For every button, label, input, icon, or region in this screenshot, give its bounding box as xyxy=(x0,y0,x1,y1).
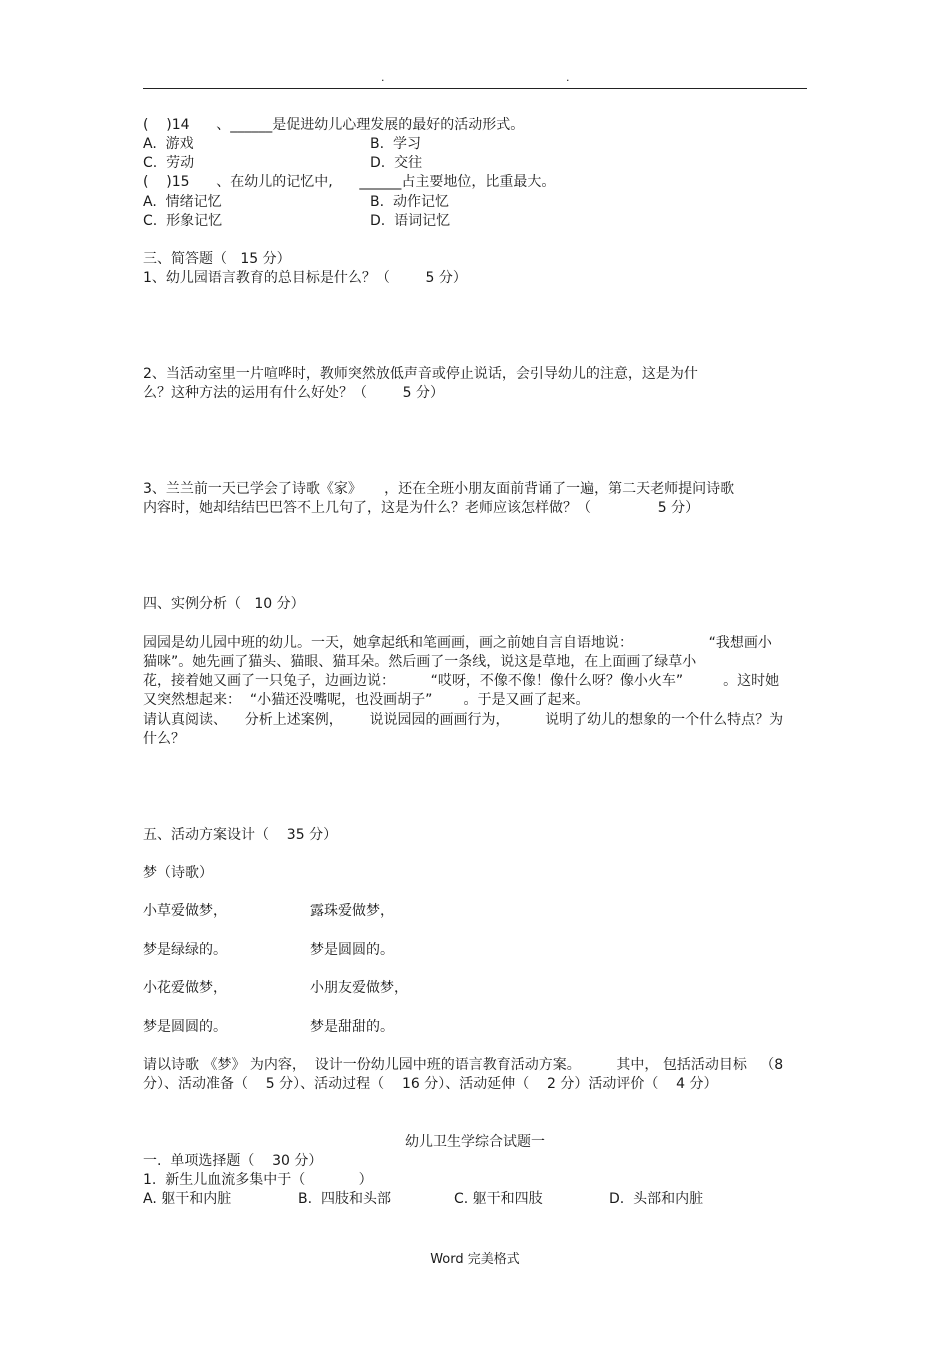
q14-option-c: C. 劳动 xyxy=(143,155,195,171)
header-dots xyxy=(0,72,950,84)
q14-option-d: D. 交往 xyxy=(370,155,423,171)
q15-option-c: C. 形象记忆 xyxy=(143,213,223,229)
q15-option-a: A. 情绪记忆 xyxy=(143,194,222,210)
poem-line-left: 梦是圆圆的。 xyxy=(143,1019,227,1035)
poem-line-right: 梦是甜甜的。 xyxy=(310,1019,394,1035)
section4-case-line: 请认真阅读、 分析上述案例， 说说园园的画画行为， 说明了幼儿的想象的一个什么特点？为 xyxy=(143,712,784,728)
next-test-section1-title: 一. 单项选择题（ 30 分） xyxy=(143,1153,323,1169)
section3-q3-line2: 内容时，她却结结巴巴答不上几句了，这是为什么？老师应该怎样做？（ 5 分） xyxy=(143,500,700,516)
section4-case-line: 又突然想起来： “小猫还没嘴呢，也没画胡子” 。于是又画了起来。 xyxy=(143,692,590,708)
poem-title: 梦（诗歌） xyxy=(143,865,213,881)
next-test-q1-option-b: B. 四肢和头部 xyxy=(298,1191,391,1207)
section4-case-line: 花，接着她又画了一只兔子，边画边说： “哎呀，不像不像！像什么呀？像小火车” 。这时她 xyxy=(143,673,780,689)
q14-option-b: B. 学习 xyxy=(370,136,421,152)
next-test-q1-option-c: C. 躯干和四肢 xyxy=(454,1191,543,1207)
poem-line-left: 梦是绿绿的。 xyxy=(143,942,227,958)
next-test-q1-option-d: D. 头部和内脏 xyxy=(609,1191,704,1207)
section5-task-line1: 请以诗歌 《梦》 为内容， 设计一份幼儿园中班的语言教育活动方案。 其中， 包括活动目标 （8 xyxy=(143,1057,784,1073)
header-rule xyxy=(143,88,807,89)
section4-case-line: 猫咪”。她先画了猫头、猫眼、猫耳朵。然后画了一条线，说这是草地，在上面画了绿草小 xyxy=(143,654,697,670)
section5-title: 五、活动方案设计（ 35 分） xyxy=(143,827,338,843)
section3-q2-line1: 2、当活动室里一片喧哗时，教师突然放低声音或停止说话，会引导幼儿的注意，这是为什 xyxy=(143,366,698,382)
poem-line-left: 小花爱做梦， xyxy=(143,980,227,996)
poem-line-left: 小草爱做梦， xyxy=(143,903,227,919)
q15-option-b: B. 动作记忆 xyxy=(370,194,449,210)
section4-case-line: 什么？ xyxy=(143,731,185,747)
header-dot-right: . xyxy=(566,71,570,84)
q15-option-d: D. 语词记忆 xyxy=(370,213,451,229)
section3-q2-line2: 么？这种方法的运用有什么好处？（ 5 分） xyxy=(143,385,444,401)
section4-title: 四、实例分析（ 10 分） xyxy=(143,596,305,612)
next-test-q1-stem: 1. 新生儿血流多集中于（ ） xyxy=(143,1172,373,1188)
next-test-title: 幼儿卫生学综合试题一 xyxy=(405,1134,545,1150)
next-test-q1-option-a: A. 躯干和内脏 xyxy=(143,1191,232,1207)
q14-option-a: A. 游戏 xyxy=(143,136,194,152)
poem-line-right: 梦是圆圆的。 xyxy=(310,942,394,958)
q15-stem: ( )15 、在幼儿的记忆中, ______占主要地位，比重最大。 xyxy=(143,174,556,190)
page-footer: Word 完美格式 xyxy=(430,1252,520,1267)
poem-line-right: 露珠爱做梦， xyxy=(310,903,394,919)
q14-stem: ( )14 、______是促进幼儿心理发展的最好的活动形式。 xyxy=(143,117,525,133)
header-dot-left: . xyxy=(381,71,385,84)
section5-task-line2: 分）、活动准备（ 5 分）、活动过程（ 16 分）、活动延伸（ 2 分）活动评价（ 4 分） xyxy=(143,1076,718,1092)
section3-q1: 1、幼儿园语言教育的总目标是什么？（ 5 分） xyxy=(143,270,467,286)
section3-title: 三、简答题（ 15 分） xyxy=(143,251,291,267)
section3-q3-line1: 3、兰兰前一天已学会了诗歌《家》 ，还在全班小朋友面前背诵了一遍，第二天老师提问诗歌 xyxy=(143,481,735,497)
section4-case-line: 园园是幼儿园中班的幼儿。一天，她拿起纸和笔画画，画之前她自言自语地说： “我想画小 xyxy=(143,635,772,651)
poem-line-right: 小朋友爱做梦， xyxy=(310,980,408,996)
